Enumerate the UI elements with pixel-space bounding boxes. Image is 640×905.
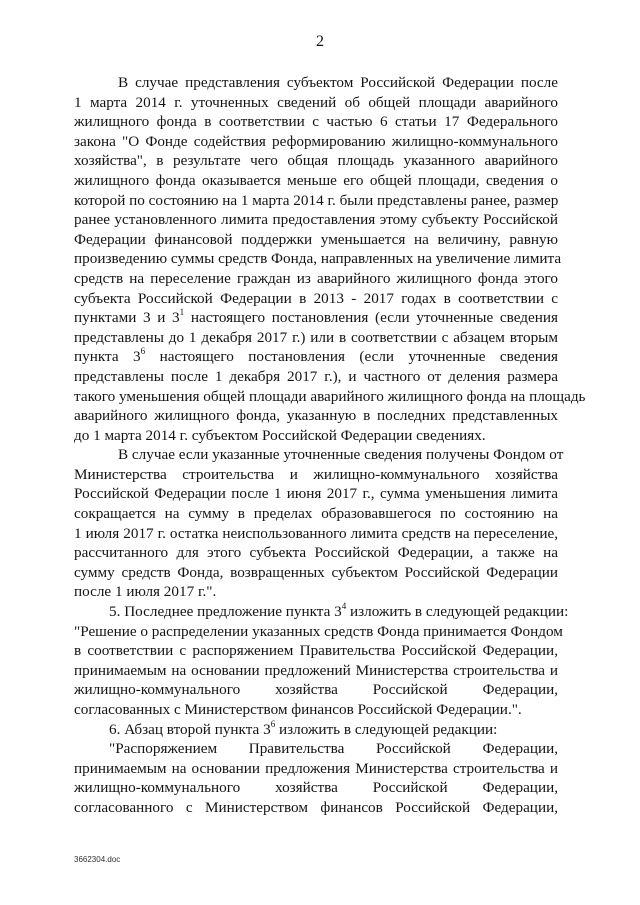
- text-line: жилищного фонда в соответствии с частью 6 статьи 17 Федерального: [74, 113, 558, 131]
- document-body: [74, 73, 586, 818]
- text-line: принимаемым на основании предложения Министерства строительства и: [74, 759, 558, 777]
- text-line: сокращается на сумму в пределах образовавшегося по состоянию на: [74, 505, 558, 523]
- text-line: такого уменьшения общей площади аварийного жилищного фонда на площадь: [74, 387, 586, 405]
- text-run: 5. Последнее предложение пункта 3: [109, 603, 342, 621]
- text-line: 1 июля 2017 г. остатка неиспользованного лимита средств на переселение,: [74, 524, 558, 542]
- text-line: "Решение о распределении указанных средств Фонда принимается Фондом: [74, 622, 563, 640]
- text-line: [74, 600, 569, 622]
- text-line: 1 марта 2014 г. уточненных сведений об общей площади аварийного: [74, 93, 558, 111]
- text-run: пункта 3: [74, 348, 141, 366]
- page-number: 2: [316, 33, 324, 50]
- paragraph-5: [74, 739, 558, 817]
- text-line: Федерации финансовой поддержки уменьшается на величину, равную: [74, 230, 558, 248]
- text-line: произведению суммы средств Фонда, направленных на увеличение лимита: [74, 250, 562, 268]
- text-line: жилищного фонда оказывается меньше его общей площади, сведения о: [74, 171, 558, 189]
- paragraph-4: [74, 720, 558, 740]
- text-line: ранее установленного лимита предоставления этому субъекту Российской: [74, 211, 558, 229]
- text-line: после 1 июля 2017 г.".: [74, 583, 217, 601]
- text-run: изложить в следующей редакции:: [275, 720, 498, 738]
- text-run: настоящего постановления (если уточненные сведения: [184, 309, 558, 327]
- text-line: закона "О Фонде содействия реформированию жилищно-коммунального: [74, 132, 558, 150]
- text-line: субъекта Российской Федерации в 2013 - 2017 годах в соответствии с: [74, 289, 558, 307]
- text-line: Российской Федерации после 1 июня 2017 г., сумма уменьшения лимита: [74, 485, 558, 503]
- text-line: [74, 308, 558, 328]
- text-line: [74, 347, 558, 367]
- text-line: согласованных с Министерством финансов Российской Федерации.".: [74, 701, 522, 718]
- text-line: Министерства строительства и жилищно-коммунального хозяйства: [74, 465, 558, 483]
- text-line: В случае если указанные уточненные сведения получены Фондом от: [118, 446, 564, 464]
- paragraph-1: [74, 73, 586, 445]
- text-line: представлены до 1 декабря 2017 г.) или в соответствии с абзацем вторым: [74, 328, 558, 346]
- text-line: средств на переселение граждан из аварийного жилищного фонда этого: [74, 269, 558, 287]
- paragraph-3: [74, 600, 569, 720]
- text-line: представлены после 1 декабря 2017 г.), и частного от деления размера: [74, 367, 558, 385]
- text-line: в соответствии с распоряжением Правительства Российской Федерации,: [74, 642, 558, 660]
- superscript: 4: [341, 600, 347, 611]
- text-line: В случае представления субъектом Российской Федерации после: [118, 74, 558, 91]
- superscript: 6: [140, 346, 146, 357]
- text-run: изложить в следующей редакции:: [346, 603, 569, 621]
- text-line: жилищно-коммунального хозяйства Российской Федерации,: [74, 681, 558, 699]
- footer-filename: 3662304.doc: [74, 855, 121, 864]
- text-run: настоящего постановления (если уточненные сведения: [145, 348, 558, 366]
- text-line: [74, 720, 558, 740]
- text-line: которой по состоянию на 1 марта 2014 г. были представлены ранее, размер: [74, 191, 559, 209]
- text-line: хозяйства", в результате чего общая площадь указанного аварийного: [74, 152, 558, 170]
- text-line: до 1 марта 2014 г. субъектом Российской Федерации сведениях.: [74, 426, 486, 444]
- text-line: сумму средств Фонда, возвращенных субъектом Российской Федерации: [74, 563, 558, 581]
- superscript: 6: [270, 718, 276, 729]
- text-run: 6. Абзац второй пункта 3: [109, 720, 271, 738]
- text-line: "Распоряжением Правительства Российской Федерации,: [109, 740, 558, 758]
- text-line: аварийного жилищного фонда, указанную в последних представленных: [74, 407, 558, 425]
- text-line: принимаемым на основании предложений Министерства строительства и: [74, 661, 558, 679]
- text-line: жилищно-коммунального хозяйства Российской Федерации,: [74, 779, 558, 797]
- text-run: пунктами 3 и 3: [74, 309, 180, 327]
- paragraph-2: [74, 445, 564, 602]
- superscript: 1: [179, 307, 185, 318]
- text-line: рассчитанного для этого субъекта Российской Федерации, а также на: [74, 544, 558, 562]
- text-line: согласованного с Министерством финансов Российской Федерации,: [74, 798, 558, 816]
